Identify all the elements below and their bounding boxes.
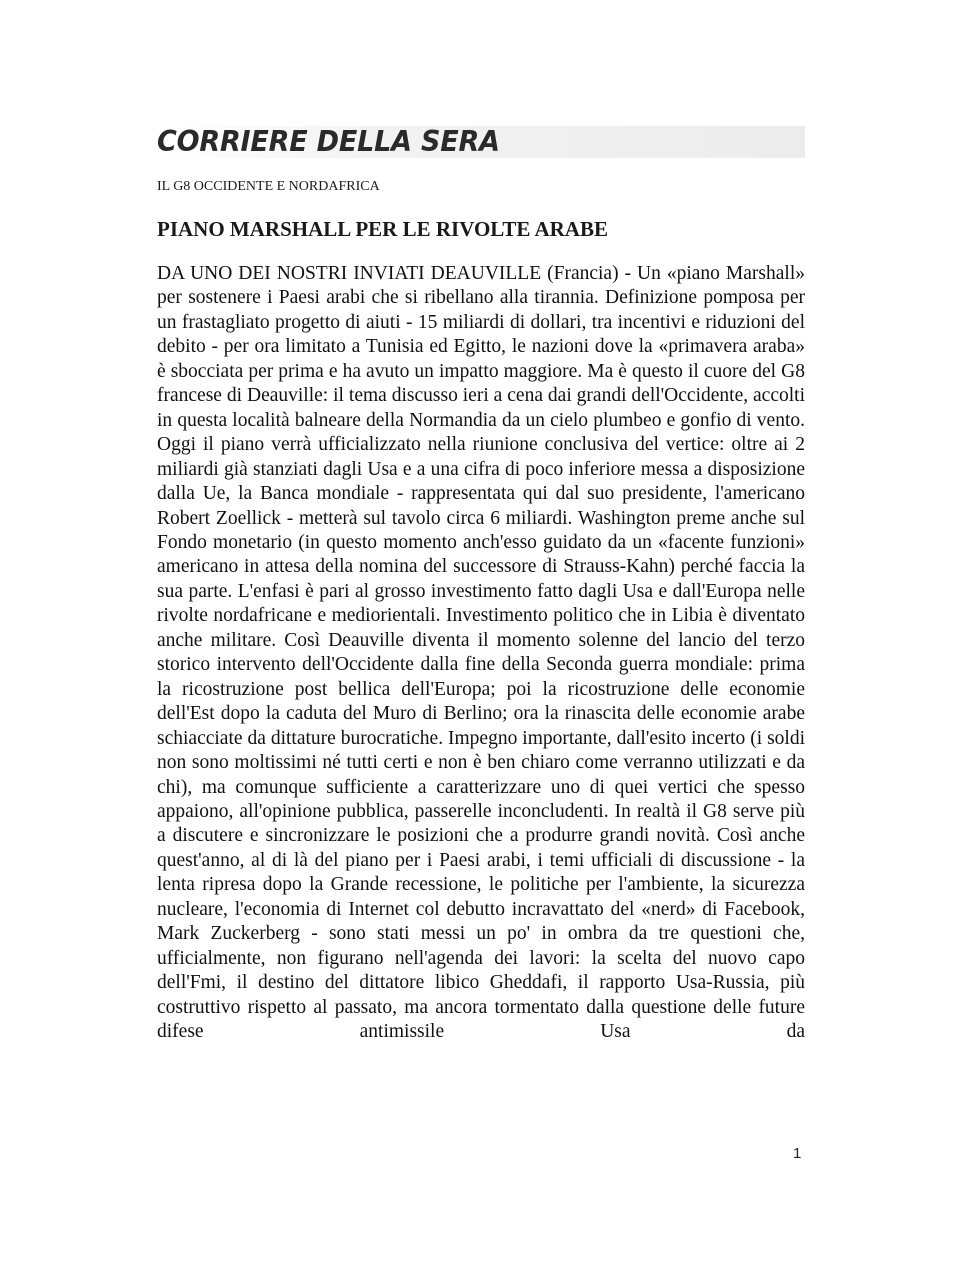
article-headline: PIANO MARSHALL PER LE RIVOLTE ARABE: [157, 217, 608, 241]
masthead-banner: [157, 126, 805, 158]
section-kicker: IL G8 OCCIDENTE E NORDAFRICA: [157, 179, 380, 194]
page-number: 1: [793, 1145, 802, 1162]
article-body: DA UNO DEI NOSTRI INVIATI DEAUVILLE (Francia) - Un «piano Marshall» per sostenere i Paesi arabi che si ribellano alla tirannia. Definizione pomposa per un frastagliato progetto di aiuti - 15 miliardi di dollari, tra incentivi e riduzioni del debito - per ora limitato a Tunisia ed Egitto, le nazioni dove la «primavera araba» è sbocciata per prima e ha avuto un impatto maggiore. Ma è questo il cuore del G8 francese di Deauville: il tema discusso ieri a cena dai grandi dell'Occidente, accolti in questa località balneare della Normandia da un cielo plumbeo e gonfio di vento. Oggi il piano verrà ufficializzato nella riunione conclusiva del vertice: oltre ai 2 miliardi già stanziati dagli Usa e a una cifra di poco inferiore messa a disposizione dalla Ue, la Banca mondiale - rappresentata qui dal suo presidente, l'americano Robert Zoellick - metterà sul tavolo circa 6 miliardi. Washington preme anche sul Fondo monetario (in questo momento anch'esso guidato da un «facente funzioni» americano in attesa della nomina del successore di Strauss-Kahn) perché faccia la sua parte. L'enfasi è pari al grosso investimento fatto dagli Usa e dall'Europa nelle rivolte nordafricane e mediorientali. Investimento politico che in Libia è diventato anche militare. Così Deauville diventa il momento solenne del lancio del terzo storico intervento dell'Occidente dalla fine della Seconda guerra mondiale: prima la ricostruzione post bellica dell'Europa; poi la ricostruzione delle economie dell'Est dopo la caduta del Muro di Berlino; ora la rinascita delle economie arabe schiacciate da dittature burocratiche. Impegno importante, dall'esito incerto (i soldi non sono moltissimi né tutti certi e non è ben chiaro come verranno utilizzati e da chi), ma comunque sufficiente a caratterizzare uno di quei vertici che spesso appaiono, all'opinione pubblica, passerelle inconcludenti. In realtà il G8 serve più a discutere e sincronizzare le posizioni che a produrre grandi novità. Così anche quest'anno, al di là del piano per i Paesi arabi, i temi ufficiali di discussione - la lenta ripresa dopo la Grande recessione, le politiche per l'ambiente, la sicurezza nucleare, l'economia di Internet col debutto incravattato del «nerd» di Facebook, Mark Zuckerberg - sono stati messi un po' in ombra da tre questioni che, ufficialmente, non figurano nell'agenda dei lavori: la scelta del nuovo capo dell'Fmi, il destino del dittatore libico Gheddafi, il rapporto Usa-Russia, più costruttivo rispetto al passato, ma ancora tormentato dalla questione delle future difese antimissile Usa da: [157, 263, 805, 1043]
masthead-logo: CORRIERE DELLA SERA: [157, 126, 500, 159]
